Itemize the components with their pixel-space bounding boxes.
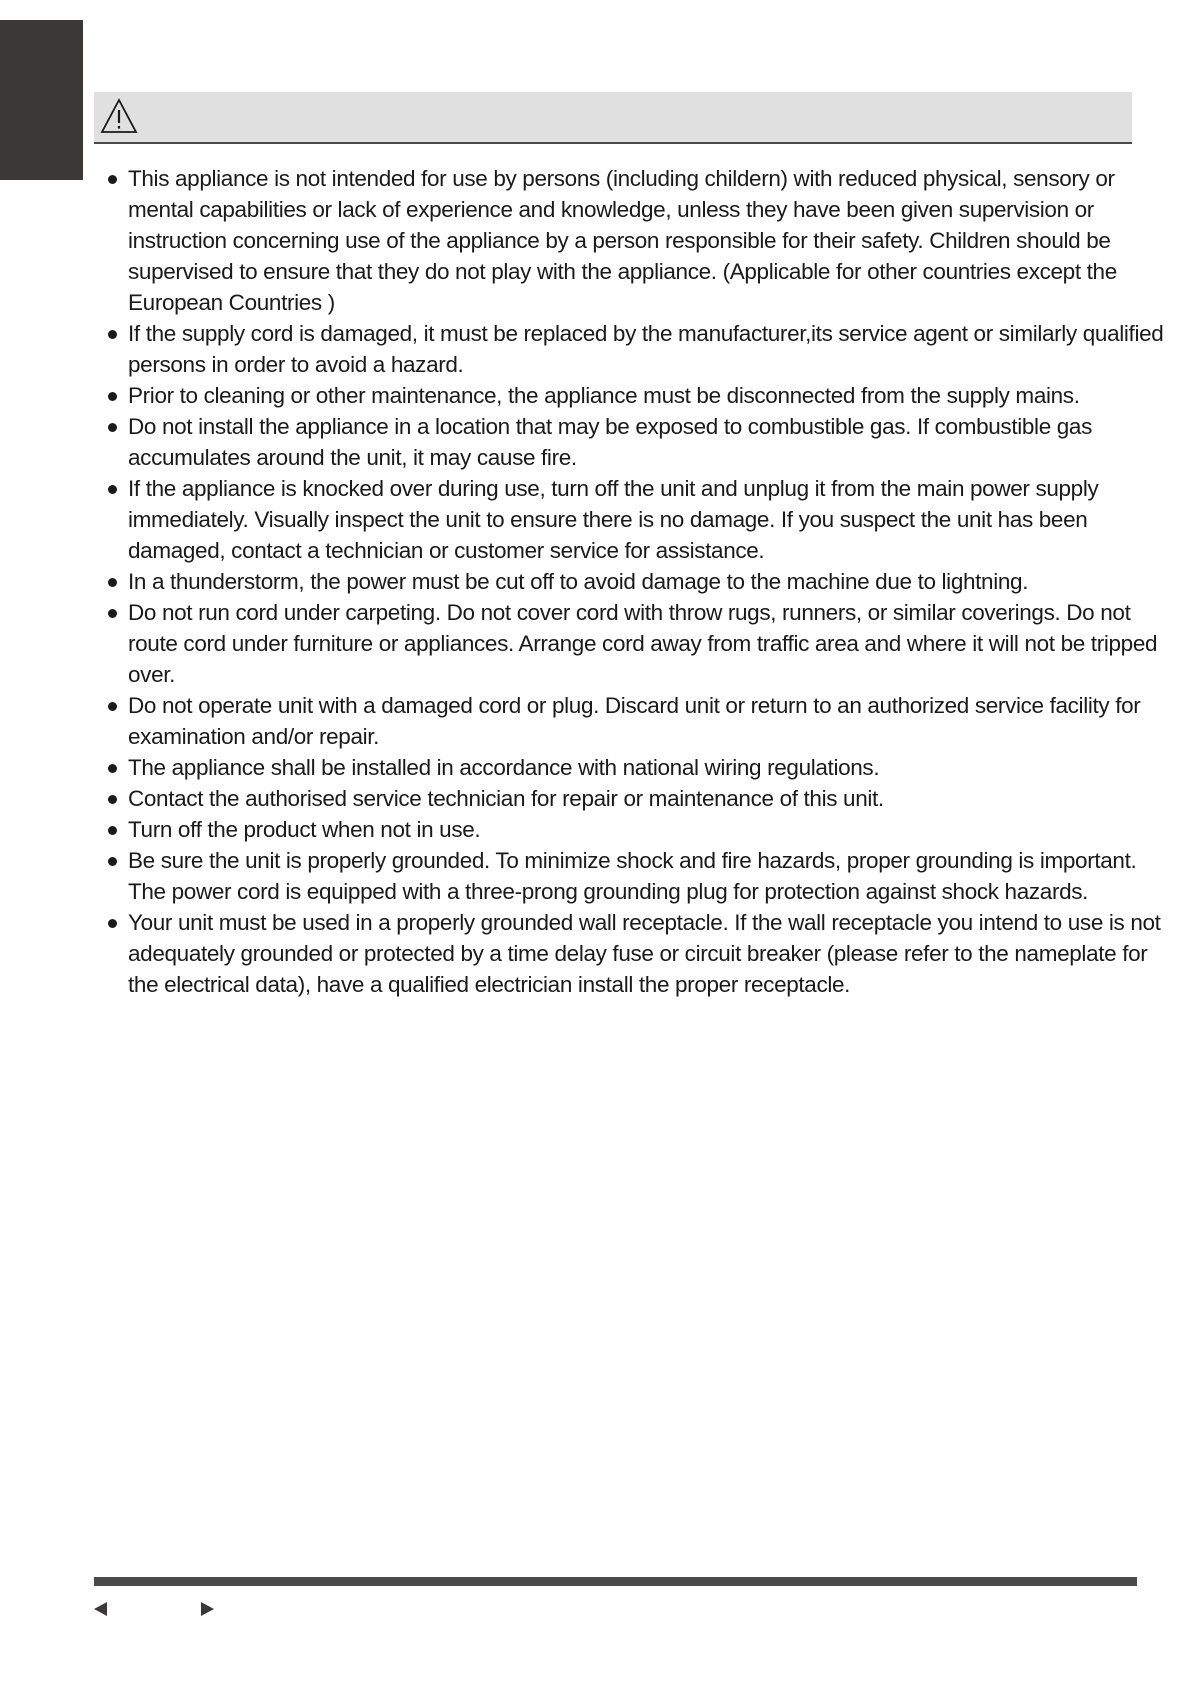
list-item xyxy=(108,566,1168,597)
list-item-text: Turn off the product when not in use. xyxy=(128,817,481,842)
list-item-text: Contact the authorised service technician for repair or maintenance of this unit. xyxy=(128,786,884,811)
warning-triangle-icon xyxy=(100,98,138,134)
list-item xyxy=(108,845,1168,907)
list-item-text: Your unit must be used in a properly grounded wall receptacle. If the wall receptacle you intend to use is not adequately grounded or protected by a time delay fuse or circuit breaker (please refer to the nameplate for the electrical data), have a qualified electrician install the proper receptacle. xyxy=(128,910,1161,997)
bullet-dot-icon xyxy=(108,609,117,618)
bullet-dot-icon xyxy=(108,826,117,835)
list-item xyxy=(108,411,1168,473)
triangle-right-icon[interactable] xyxy=(201,1602,214,1616)
list-item-text: Prior to cleaning or other maintenance, the appliance must be disconnected from the supply mains. xyxy=(128,383,1080,408)
list-item-text: If the appliance is knocked over during use, turn off the unit and unplug it from the main power supply immediately. Visually inspect the unit to ensure there is no damage. If you suspect the unit has been damaged, contact a technician or customer service for assistance. xyxy=(128,476,1099,563)
warning-header xyxy=(94,92,1132,144)
list-item xyxy=(108,814,1168,845)
bullet-dot-icon xyxy=(108,578,117,587)
footer-rule xyxy=(94,1577,1137,1586)
bullet-dot-icon xyxy=(108,485,117,494)
bullet-dot-icon xyxy=(108,764,117,773)
list-item-text: Do not install the appliance in a location that may be exposed to combustible gas. If combustible gas accumulates around the unit, it may cause fire. xyxy=(128,414,1092,470)
bullet-dot-icon xyxy=(108,175,117,184)
safety-bullet-list xyxy=(108,163,1168,1000)
bullet-dot-icon xyxy=(108,330,117,339)
list-item xyxy=(108,752,1168,783)
list-item-text: Do not run cord under carpeting. Do not cover cord with throw rugs, runners, or similar coverings. Do not route cord under furniture or appliances. Arrange cord away from traffic area and where it will not be tripped over. xyxy=(128,600,1158,687)
list-item xyxy=(108,907,1168,1000)
bullet-dot-icon xyxy=(108,702,117,711)
list-item xyxy=(108,380,1168,411)
triangle-left-icon[interactable] xyxy=(94,1602,107,1616)
list-item-text: This appliance is not intended for use by persons (including childern) with reduced physical, sensory or mental capabilities or lack of experience and knowledge, unless they have been given supervision or instruction concerning use of the appliance by a person responsible for their safety. Children should be supervised to ensure that they do not play with the appliance. (Applicable for other countries except the European Countries ) xyxy=(128,166,1117,315)
bullet-dot-icon xyxy=(108,919,117,928)
list-item xyxy=(108,163,1168,318)
list-item-text: The appliance shall be installed in accordance with national wiring regulations. xyxy=(128,755,880,780)
bullet-dot-icon xyxy=(108,423,117,432)
bullet-dot-icon xyxy=(108,795,117,804)
list-item xyxy=(108,473,1168,566)
list-item-text: In a thunderstorm, the power must be cut off to avoid damage to the machine due to lightning. xyxy=(128,569,1029,594)
list-item xyxy=(108,318,1168,380)
list-item-text: If the supply cord is damaged, it must be replaced by the manufacturer,its service agent or similarly qualified persons in order to avoid a hazard. xyxy=(128,321,1164,377)
list-item-text: Be sure the unit is properly grounded. To minimize shock and fire hazards, proper grounding is important. The power cord is equipped with a three-prong grounding plug for protection against shock hazards. xyxy=(128,848,1137,904)
bullet-dot-icon xyxy=(108,857,117,866)
section-side-tab xyxy=(0,20,83,180)
list-item xyxy=(108,783,1168,814)
bullet-dot-icon xyxy=(108,392,117,401)
list-item xyxy=(108,690,1168,752)
list-item xyxy=(108,597,1168,690)
list-item-text: Do not operate unit with a damaged cord or plug. Discard unit or return to an authorized service facility for examination and/or repair. xyxy=(128,693,1141,749)
